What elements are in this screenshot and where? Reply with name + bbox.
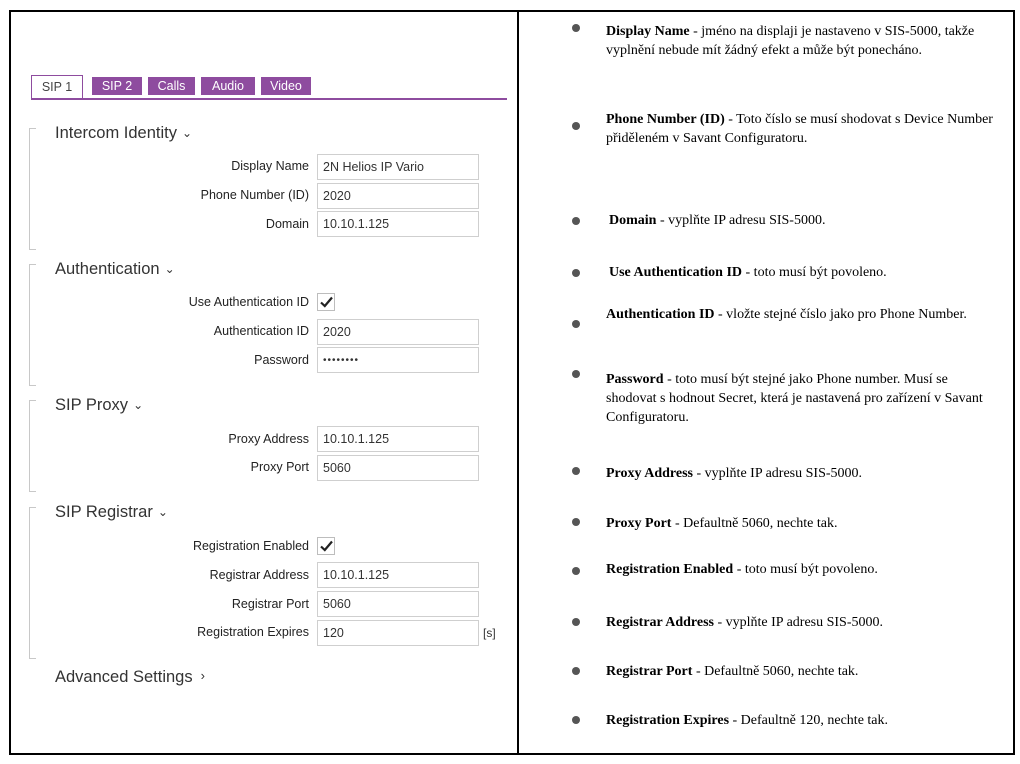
bullet-icon — [572, 122, 580, 130]
bullet-icon — [572, 269, 580, 277]
tab-sip2[interactable]: SIP 2 — [92, 77, 142, 95]
desc-term: Display Name — [606, 24, 690, 39]
desc-item — [606, 370, 996, 427]
desc-term: Registration Enabled — [606, 562, 734, 577]
desc-item — [609, 211, 999, 230]
bullet-icon — [572, 667, 580, 675]
bullet-icon — [572, 618, 580, 626]
desc-text: - toto musí být povoleno. — [733, 562, 878, 577]
desc-term: Registrar Address — [606, 615, 714, 630]
desc-item — [609, 263, 999, 282]
section-bracket-registrar — [29, 507, 36, 659]
bullet-icon — [572, 320, 580, 328]
desc-term: Proxy Port — [606, 516, 672, 531]
column-divider — [517, 10, 519, 755]
desc-term: Phone Number (ID) — [606, 112, 725, 127]
section-title-registrar[interactable] — [55, 503, 168, 522]
desc-text: - toto musí být povoleno. — [742, 265, 887, 280]
desc-text: - vyplňte IP adresu SIS-5000. — [656, 213, 826, 228]
section-bracket-proxy — [29, 400, 36, 492]
desc-item — [606, 711, 996, 730]
section-title-proxy[interactable] — [55, 396, 143, 415]
proxy-port-input[interactable]: 5060 — [317, 455, 479, 481]
bullet-icon — [572, 518, 580, 526]
phone-number-label: Phone Number (ID) — [200, 188, 309, 202]
chevron-down-icon: ⌄ — [164, 262, 175, 276]
registrar-port-label: Registrar Port — [231, 597, 309, 611]
tab-calls[interactable]: Calls — [148, 77, 195, 95]
registration-enabled-label: Registration Enabled — [192, 539, 309, 553]
chevron-down-icon: ⌄ — [157, 505, 168, 519]
bullet-icon — [572, 217, 580, 225]
desc-text: - vyplňte IP adresu SIS-5000. — [693, 466, 863, 481]
desc-term: Proxy Address — [606, 466, 693, 481]
desc-text: - Defaultně 5060, nechte tak. — [692, 664, 859, 679]
chevron-right-icon: › — [200, 668, 205, 683]
auth-id-label: Authentication ID — [213, 324, 309, 338]
domain-label: Domain — [265, 217, 309, 231]
tab-sip1[interactable]: SIP 1 — [31, 75, 83, 99]
display-name-input[interactable]: 2N Helios IP Vario — [317, 154, 479, 180]
proxy-port-label: Proxy Port — [250, 460, 309, 474]
section-title-proxy-label: SIP Proxy — [55, 396, 129, 414]
chevron-down-icon: ⌄ — [133, 398, 144, 412]
display-name-label: Display Name — [231, 159, 309, 173]
section-title-auth[interactable] — [55, 260, 175, 279]
section-title-advanced-label: Advanced Settings — [55, 668, 193, 686]
checkmark-icon — [320, 540, 333, 552]
desc-text: - vložte stejné číslo jako pro Phone Number. — [714, 307, 967, 322]
section-title-identity[interactable] — [55, 124, 192, 143]
desc-term: Use Authentication ID — [609, 265, 743, 280]
desc-term: Registrar Port — [606, 664, 693, 679]
desc-item — [606, 613, 996, 632]
registrar-address-input[interactable]: 10.10.1.125 — [317, 562, 479, 588]
desc-item — [606, 662, 996, 681]
tab-underline — [31, 98, 507, 100]
proxy-address-input[interactable]: 10.10.1.125 — [317, 426, 479, 452]
registrar-port-input[interactable]: 5060 — [317, 591, 479, 617]
desc-item — [606, 560, 996, 579]
desc-term: Password — [606, 372, 664, 387]
section-bracket-auth — [29, 264, 36, 386]
section-title-identity-label: Intercom Identity — [55, 124, 177, 142]
bullet-icon — [572, 467, 580, 475]
tab-video[interactable]: Video — [261, 77, 311, 95]
checkmark-icon — [320, 296, 333, 308]
desc-text: - Defaultně 120, nechte tak. — [729, 713, 889, 728]
desc-item — [606, 514, 996, 533]
bullet-icon — [572, 716, 580, 724]
tab-audio[interactable]: Audio — [201, 77, 255, 95]
registration-expires-label: Registration Expires — [197, 625, 309, 639]
desc-text: - Toto číslo se musí shodovat s Device Number přiděleném v Savant Configuratoru. — [606, 112, 993, 146]
bullet-icon — [572, 24, 580, 32]
desc-text: - vyplňte IP adresu SIS-5000. — [713, 615, 884, 630]
section-title-registrar-label: SIP Registrar — [55, 503, 153, 521]
bullet-icon — [572, 567, 580, 575]
chevron-down-icon: ⌄ — [181, 126, 193, 140]
password-label: Password — [254, 353, 309, 367]
desc-term: Registration Expires — [606, 713, 730, 728]
desc-text: - Defaultně 5060, nechte tak. — [671, 516, 838, 531]
proxy-address-label: Proxy Address — [228, 432, 309, 446]
desc-term: Domain — [609, 213, 657, 228]
bullet-icon — [572, 370, 580, 378]
section-title-auth-label: Authentication — [55, 260, 160, 278]
registrar-address-label: Registrar Address — [209, 568, 309, 582]
use-auth-id-label: Use Authentication ID — [188, 295, 309, 309]
password-input[interactable]: •••••••• — [317, 347, 479, 373]
desc-item — [606, 305, 996, 324]
phone-number-input[interactable]: 2020 — [317, 183, 479, 209]
desc-text: - jméno na displaji je nastaveno v SIS-5000, takže vyplnění nebude mít žádný efekt a může být ponecháno. — [606, 24, 975, 58]
desc-item — [606, 464, 996, 483]
registration-expires-unit: [s] — [483, 626, 496, 640]
section-bracket-identity — [29, 128, 36, 250]
domain-input[interactable]: 10.10.1.125 — [317, 211, 479, 237]
desc-item — [606, 110, 996, 148]
auth-id-input[interactable]: 2020 — [317, 319, 479, 345]
section-title-advanced[interactable] — [55, 668, 205, 687]
desc-term: Authentication ID — [606, 307, 715, 322]
registration-enabled-checkbox[interactable] — [317, 537, 335, 555]
use-auth-id-checkbox[interactable] — [317, 293, 335, 311]
desc-item — [606, 22, 996, 60]
registration-expires-input[interactable]: 120 — [317, 620, 479, 646]
desc-text: - toto musí být stejné jako Phone number. Musí se shodovat s hodnout Secret, která je nastavená pro zařízení v Savant Configuratoru. — [606, 372, 983, 425]
